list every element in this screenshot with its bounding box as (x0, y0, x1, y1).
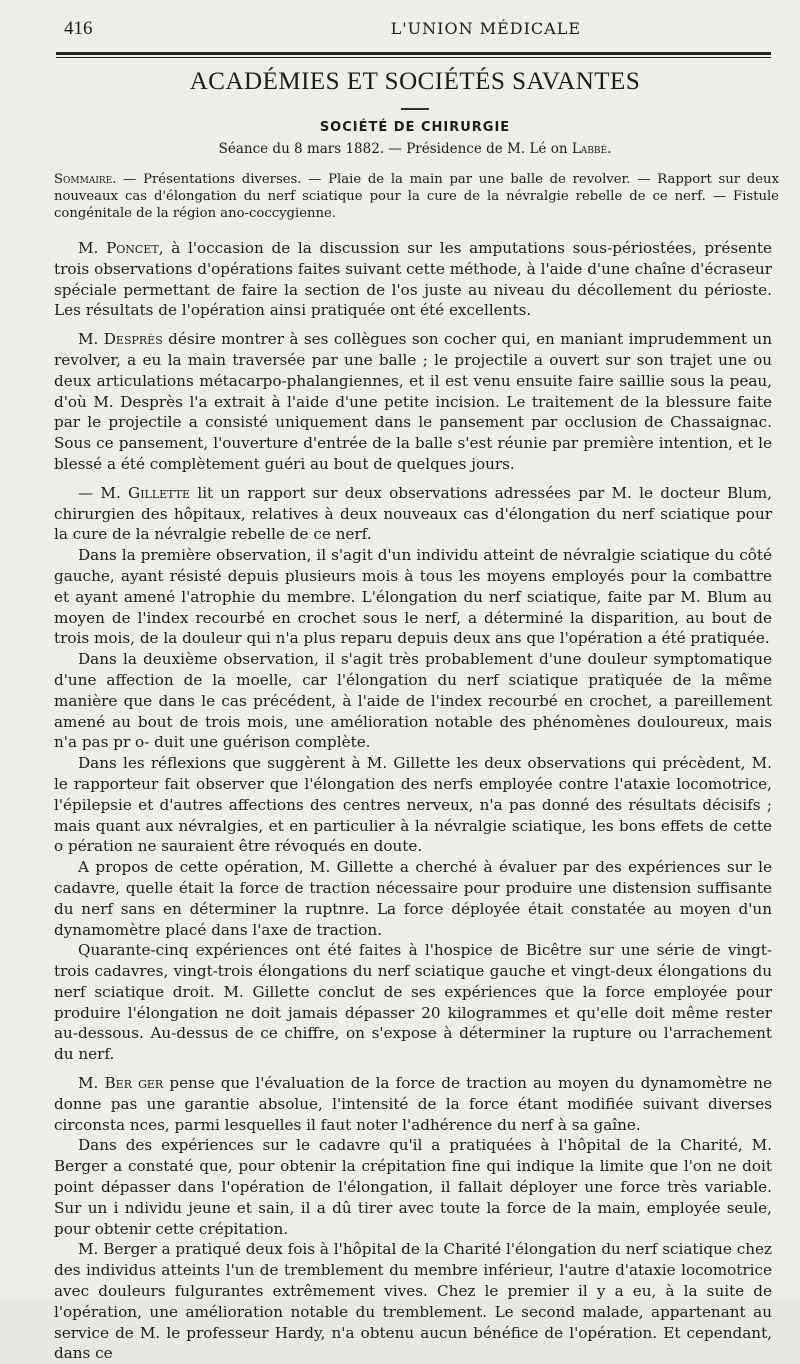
seance-president: Labbé. (571, 141, 612, 157)
paragraph: M. Ber ger pense que l'évaluation de la force de traction au moyen du dynamomètre ne donne pas une garantie absolue, l'intensité de la force étant modifiée suivant diverses circonsta nces, parmi lesquelles il faut noter l'adhérence du nerf à sa gaîne. (54, 1074, 772, 1134)
society-name: SOCIÉTÉ DE CHIRURGIE (319, 120, 511, 135)
paragraph: Dans les réflexions que suggèrent à M. Gillette les deux observations qui précèdent, M. le rapporteur fait observer que l'élongation des nerfs employée contre l'ataxie locomotrice, l'épilepsie et d'autres affections des centres nerveux, n'a pas donné des résultats décisifs ; mais quant aux névralgies, et en particulier à la névralgie sciatique, les bons effets de cette o pération ne sauraient être révoqués en doute. (54, 754, 772, 856)
speaker: M. Desprès (78, 330, 163, 349)
header-rule (56, 52, 771, 58)
speaker: — M. Gillette (78, 483, 191, 502)
paragraph: Dans la deuxième observation, il s'agit très probablement d'une douleur symptomatique d'une affection de la moelle, car l'élongation du nerf sciatique pratiquée de la même manière que dans le cas précédent, à l'aide de l'index recourbé en crochet, a pareillement amené au bout de trois mois, une amélioration notable des phénomènes douloureux, mais n'a pas pr o- duit une guérison complète. (54, 650, 772, 752)
running-head (64, 18, 766, 44)
seance-line (64, 141, 766, 157)
paragraph: A propos de cette opération, M. Gillette a cherché à évaluer par des expériences sur le cadavre, quelle était la force de traction nécessaire pour produire une distension suffisante du nerf sans en déterminer la ruptnre. La force déployée était constatée au moyen d'un dynamomètre placé dans l'axe de traction. (54, 858, 772, 939)
page-number: 416 (64, 18, 93, 39)
paragraph: M. Berger a pratiqué deux fois à l'hôpital de la Charité l'élongation du nerf sciatique chez des individus atteints l'un de tremblement du membre inférieur, l'autre d'ataxie locomotrice avec douleurs fulgurantes extrêmement vives. Chez le premier il y a eu, à la suite de l'opération, une amélioration notable du tremblement. Le second malade, appartenant au service de M. le professeur Hardy, n'a obtenu aucun bénéfice de l'opération. Et cependant, dans ce (54, 1240, 772, 1363)
journal-title: L'UNION MÉDICALE (390, 19, 581, 38)
title-divider (401, 108, 429, 110)
seance-text: Séance du 8 mars 1882. — Présidence de M. Lé on (218, 141, 572, 157)
article-body (54, 238, 772, 1364)
speaker: M. Poncet, (78, 239, 164, 257)
sommaire (54, 171, 779, 222)
paragraph: M. Poncet, à l'occasion de la discussion sur les amputations sous-périostées, présente trois observations d'opérations faites suivant cette méthode, à l'aide d'une chaîne d'écraseur spéciale permettant de faire la section de l'os juste au niveau du décollement du périoste. Les résultats de l'opération ainsi pratiquée ont été excellents. (54, 239, 772, 320)
paragraph: Quarante-cinq expériences ont été faites à l'hospice de Bicêtre sur une série de vingt-trois cadavres, vingt-trois élongations du nerf sciatique gauche et vingt-deux élongations du nerf sciatique droit. M. Gillette conclut de ses expériences que la force employée pour produire l'élongation ne doit jamais dépasser 20 kilogrammes et qu'elle doit même rester au-dessous. Au-dessus de ce chiffre, on s'expose à déterminer la rupture ou l'arrachement du nerf. (54, 941, 772, 1064)
paragraph: — M. Gillette lit un rapport sur deux observations adressées par M. le docteur Blum, chirurgien des hôpitaux, relatives à deux nouveaux cas d'élongation du nerf sciatique pour la cure de la névralgie rebelle de ce nerf. (54, 483, 772, 544)
sommaire-label: Sommaire. (54, 172, 117, 187)
speaker: M. Ber ger (78, 1074, 164, 1093)
section-title: ACADÉMIES ET SOCIÉTÉS SAVANTES (189, 68, 641, 95)
paragraph: Dans des expériences sur le cadavre qu'il a pratiquées à l'hôpital de la Charité, M. Berger a constaté que, pour obtenir la crépitation fine qui indique la limite que l'on ne doit point dépasser dans l'opération de l'élongation, il fallait déployer une force très variable. Sur un i ndividu jeune et sain, il a dû tirer avec toute la force de la main, employée seule, pour obtenir cette crépitation. (54, 1136, 772, 1238)
paragraph: Dans la première observation, il s'agit d'un individu atteint de névralgie sciatique du côté gauche, ayant résisté depuis plusieurs mois à tous les moyens employés pour la combattre et ayant amené l'atrophie du membre. L'élongation du nerf sciatique, faite par M. Blum au moyen de l'index recourbé en crochet sous le nerf, a déterminé la disparition, au bout de trois mois, de la douleur qui n'a plus reparu depuis deux ans que l'opération a été pratiquée. (54, 546, 772, 648)
paragraph: M. Desprès désire montrer à ses collègues son cocher qui, en maniant imprudemment un revolver, a eu la main traversée par une balle ; le projectile a ouvert sur son trajet une ou deux articulations métacarpo-phalangiennes, et il est venu ensuite faire saillie sous la peau, d'où M. Desprès l'a extrait à l'aide d'une petite incision. Le traitement de la blessure faite par le projectile a consisté uniquement dans le pansement par occlusion de Chassaignac. Sous ce pansement, l'ouverture d'entrée de la balle s'est réunie par première intention, et le blessé a été complètement guéri au bout de quelques jours. (54, 330, 772, 473)
sommaire-text: — Présentations diverses. — Plaie de la main par une balle de revolver. — Rapport sur deux nouveaux cas d'élongation du nerf sciatique pour la cure de la névralgie rebelle de ce nerf. — Fistule congénitale de la région ano-coccygienne. (54, 172, 779, 221)
